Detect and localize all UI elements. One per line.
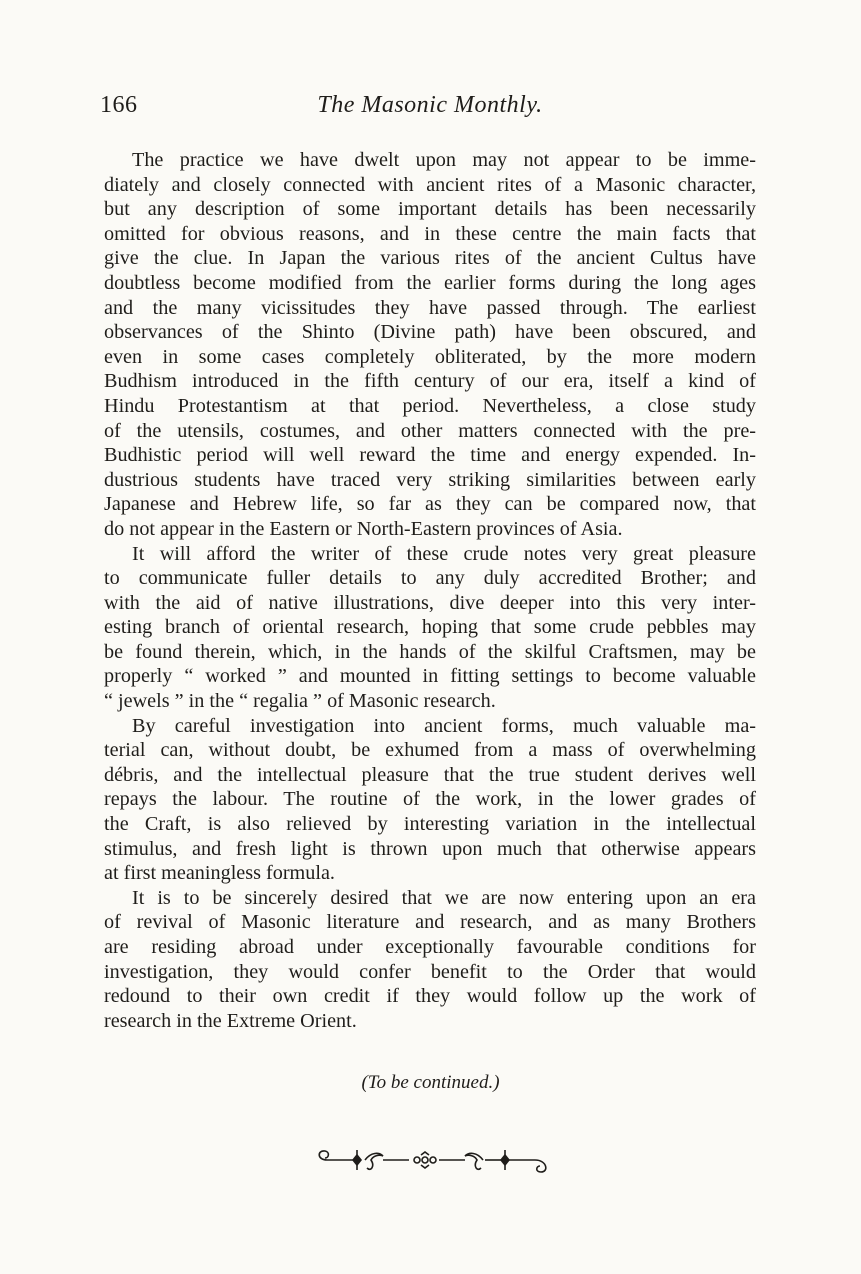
text-line: doubtless become modified from the earlier forms during the long ages — [104, 271, 756, 294]
text-line: esting branch of oriental research, hoping that some crude pebbles may — [104, 616, 756, 639]
page-header — [100, 92, 760, 124]
running-title: The Masonic Monthly. — [317, 92, 543, 118]
text-line: with the aid of native illustrations, dive deeper into this very inter- — [104, 591, 756, 614]
text-line: to communicate fuller details to any duly accredited Brother; and — [104, 567, 756, 590]
paragraph-4 — [104, 886, 756, 1034]
text-line: Budhistic period will well reward the time and energy expended. In- — [104, 444, 756, 467]
text-line: By careful investigation into ancient forms, much valuable ma- — [132, 714, 756, 737]
text-line: Japanese and Hebrew life, so far as they can be compared now, that — [104, 493, 756, 516]
text-line: be found therein, which, in the hands of the skilful Craftsmen, may be — [104, 640, 756, 663]
paragraph-2 — [104, 542, 756, 714]
paragraph-1 — [104, 148, 756, 542]
text-line: repays the labour. The routine of the work, in the lower grades of — [104, 788, 756, 811]
text-line: research in the Extreme Orient. — [104, 1009, 357, 1032]
text-line: redound to their own credit if they would follow up the work of — [104, 985, 756, 1008]
text-line: omitted for obvious reasons, and in these centre the main facts that — [104, 222, 756, 245]
text-line: of revival of Masonic literature and research, and as many Brothers — [104, 911, 756, 934]
text-line: observances of the Shinto (Divine path) have been obscured, and — [104, 321, 756, 344]
text-line: and the many vicissitudes they have passed through. The earliest — [104, 296, 756, 319]
text-line: Hindu Protestantism at that period. Nevertheless, a close study — [104, 394, 756, 417]
text-line: properly “ worked ” and mounted in fitting settings to become valuable — [104, 665, 756, 688]
text-line: investigation, they would confer benefit to the Order that would — [104, 960, 756, 983]
text-line: The practice we have dwelt upon may not appear to be imme- — [132, 149, 756, 171]
scroll-ornament-icon — [313, 1146, 553, 1185]
paragraph-3 — [104, 714, 756, 886]
text-line: It is to be sincerely desired that we are now entering upon an era — [132, 886, 756, 909]
text-line: stimulus, and fresh light is thrown upon much that otherwise appears — [104, 837, 756, 860]
text-line: diately and closely connected with ancient rites of a Masonic character, — [104, 173, 756, 196]
text-line: the Craft, is also relieved by interesting variation in the intellectual — [104, 813, 756, 836]
text-line: do not appear in the Eastern or North-Eastern provinces of Asia. — [104, 517, 623, 540]
text-line: at first meaningless formula. — [104, 862, 335, 885]
text-line: are residing abroad under exceptionally favourable conditions for — [104, 936, 756, 958]
text-line: It will afford the writer of these crude notes very great pleasure — [132, 542, 756, 565]
page-number: 166 — [100, 92, 138, 118]
text-line: “ jewels ” in the “ regalia ” of Masonic research. — [104, 690, 496, 713]
text-line: even in some cases completely obliterated, by the more modern — [104, 345, 756, 368]
to-be-continued-note: (To be continued.) — [361, 1072, 500, 1093]
text-line: Budhism introduced in the fifth century of our era, itself a kind of — [104, 370, 756, 393]
text-line: of the utensils, costumes, and other matters connected with the pre- — [104, 419, 756, 442]
text-line: give the clue. In Japan the various rites of the ancient Cultus have — [104, 247, 756, 270]
text-line: but any description of some important details has been necessarily — [104, 198, 756, 221]
text-line: dustrious students have traced very striking similarities between early — [104, 468, 756, 491]
article-body — [104, 148, 756, 1033]
text-line: terial can, without doubt, be exhumed from a mass of overwhelming — [104, 739, 756, 762]
text-line: débris, and the intellectual pleasure that the true student derives well — [104, 763, 756, 786]
